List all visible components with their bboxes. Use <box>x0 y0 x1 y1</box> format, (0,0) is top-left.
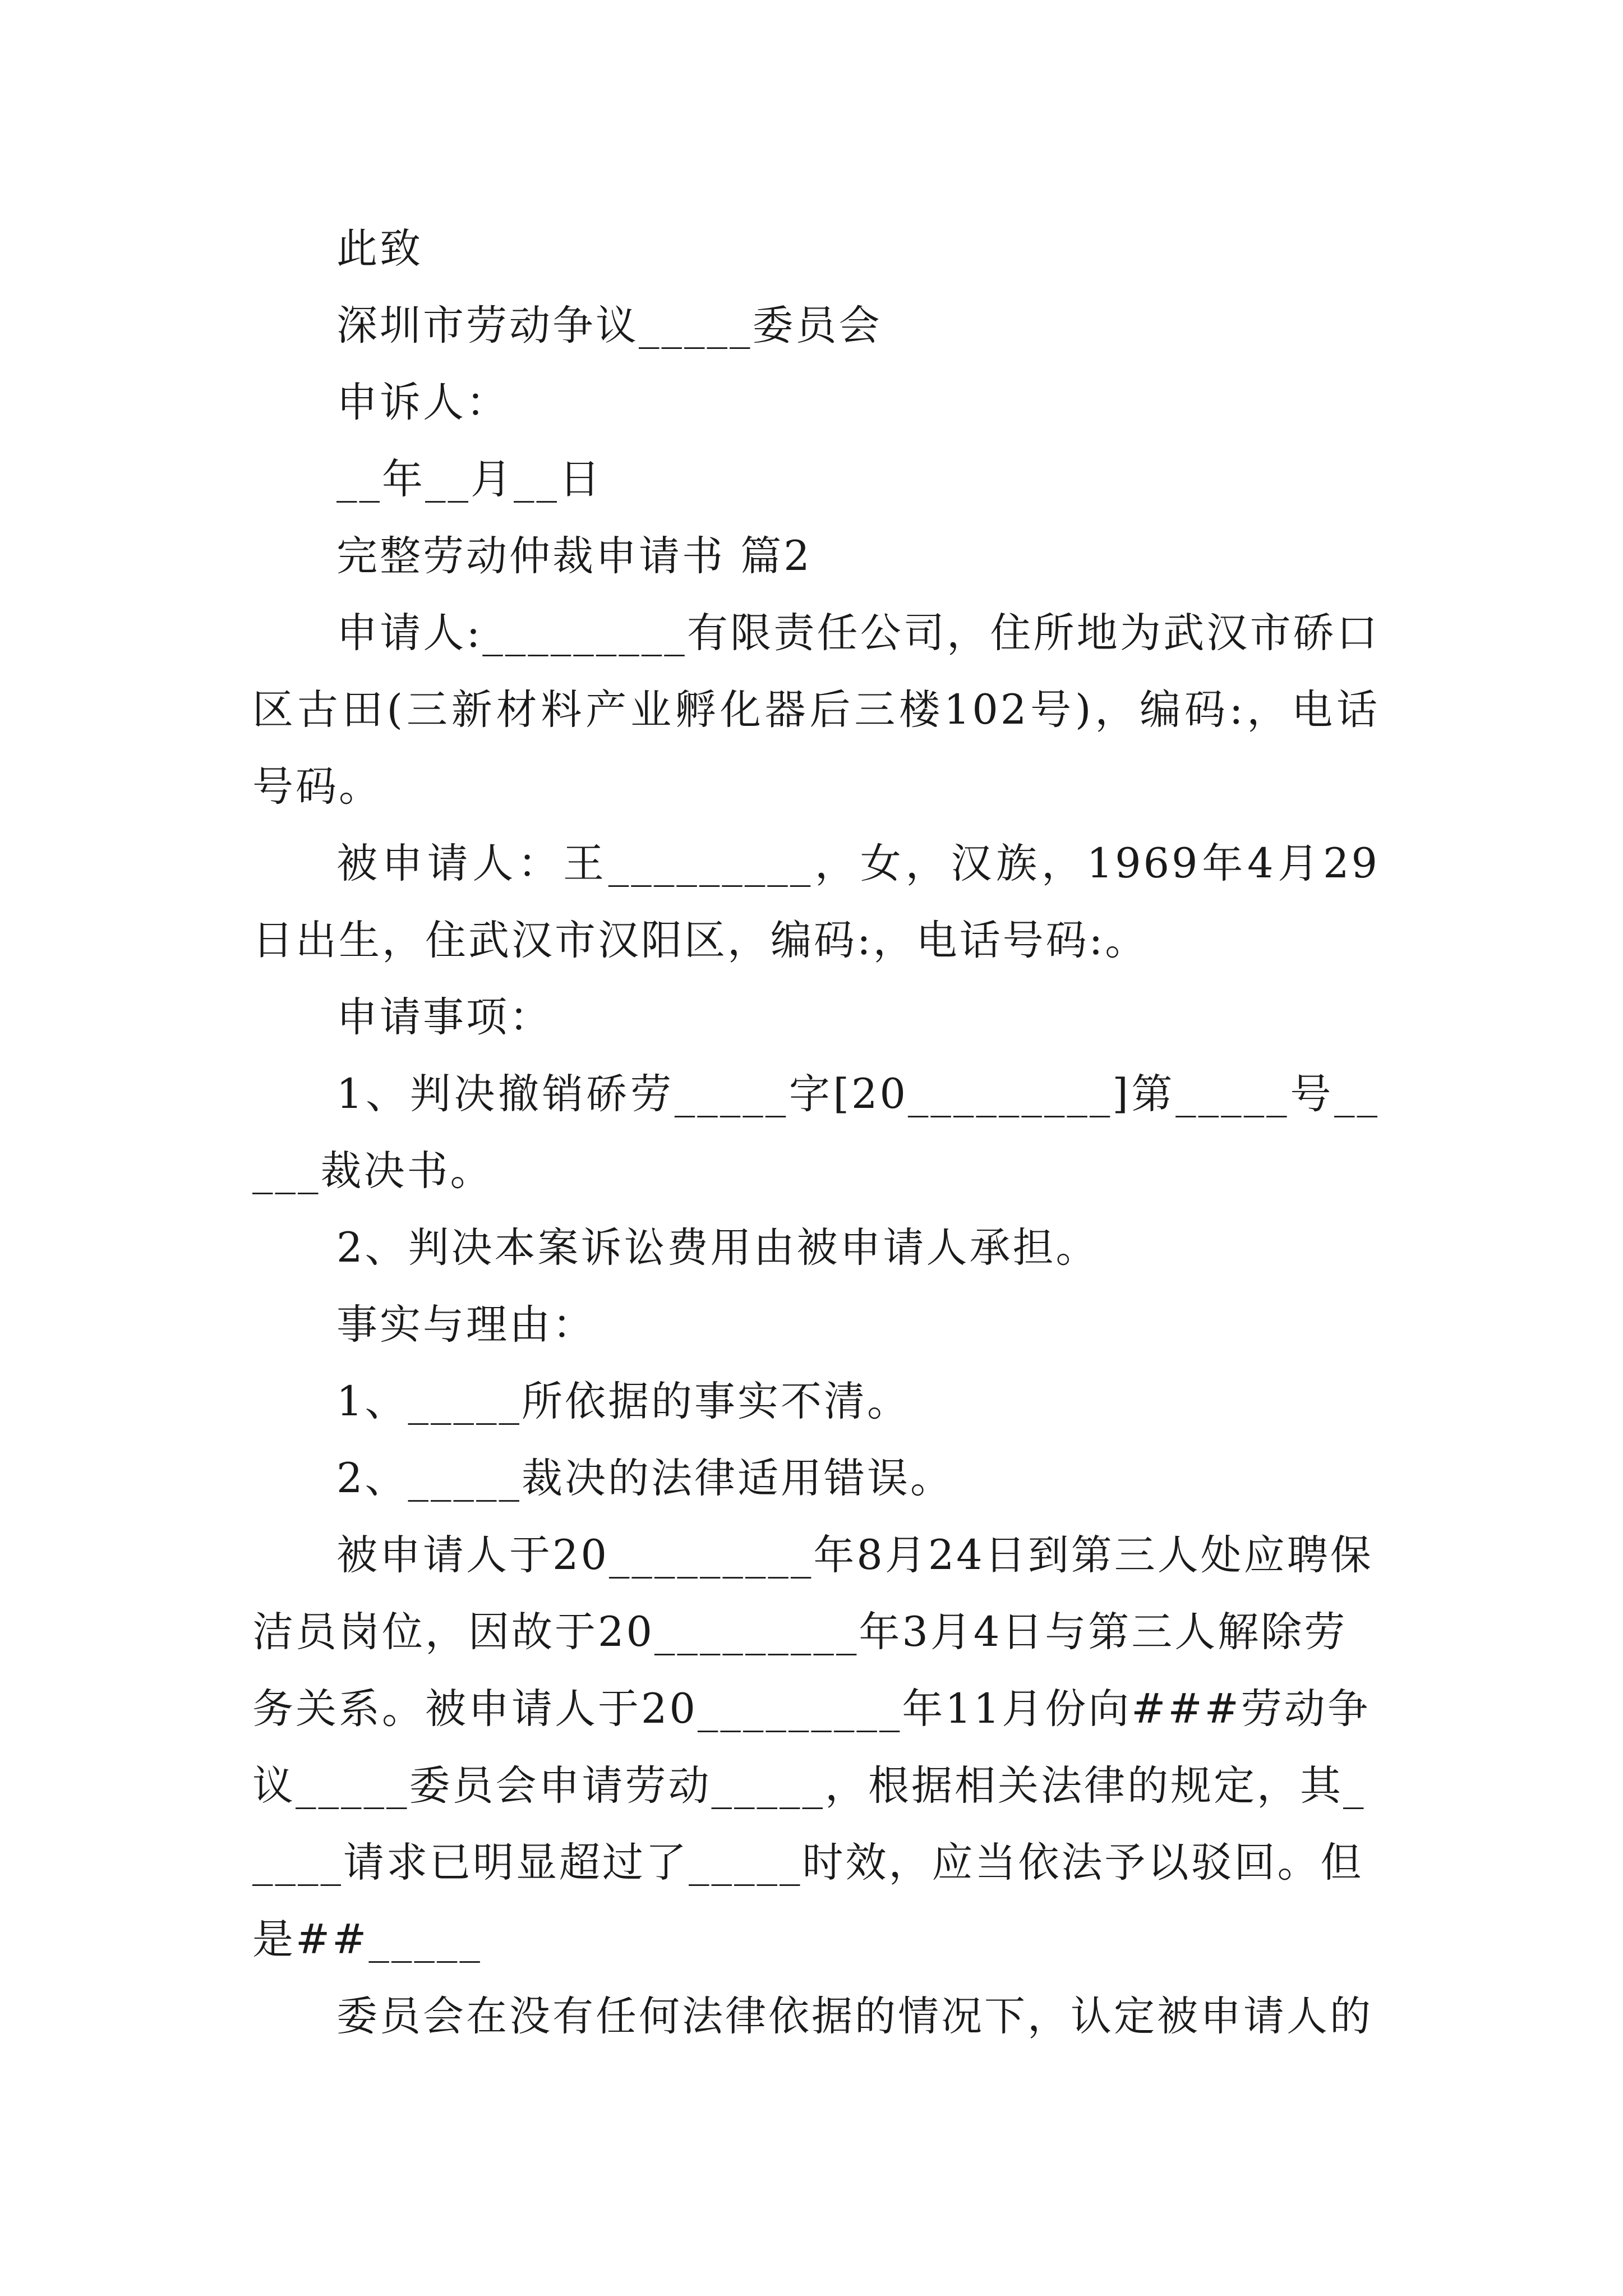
applicant-paragraph: 申请人:_________有限责任公司，住所地为武汉市硚口区古田(三新材料产业孵化器后三楼102号)，编码:，电话号码。 <box>252 609 1380 811</box>
complainant-label: 申诉人： <box>336 379 509 426</box>
request-items-heading: 申请事项： <box>336 993 552 1041</box>
reason-item-1: 1、_____所依据的事实不清。 <box>336 1378 910 1425</box>
section-title: 完整劳动仲裁申请书 篇2 <box>336 532 812 580</box>
continuation-paragraph: 委员会在没有任何法律依据的情况下，认定被申请人的 <box>336 1993 1373 2040</box>
date-line: __年__月__日 <box>336 455 602 503</box>
request-item-1: 1、判决撤销硚劳_____字[20_________]第_____号_____裁决书。 <box>252 1070 1380 1195</box>
facts-paragraph: 被申请人于20_________年8月24日到第三人处应聘保洁员岗位，因故于20_________年3月4日与第三人解除劳务关系。被申请人于20_________年11月份向###劳动争议_____委员会申请劳动_____，根据相关法律的规定，其_____请求已明显超过了_____时效，应当依法予以驳回。但是##_____ <box>252 1531 1373 1963</box>
document-body <box>252 210 1380 2055</box>
respondent-paragraph: 被申请人：王_________，女，汉族，1969年4月29日出生，住武汉市汉阳区，编码:，电话号码:。 <box>252 840 1380 964</box>
closing-salutation: 此致 <box>336 225 423 273</box>
facts-reasons-heading: 事实与理由： <box>336 1301 596 1349</box>
reason-item-2: 2、_____裁决的法律适用错误。 <box>336 1455 953 1502</box>
recipient-committee: 深圳市劳动争议_____委员会 <box>336 302 882 349</box>
request-item-2: 2、判决本案诉讼费用由被申请人承担。 <box>336 1224 1099 1272</box>
